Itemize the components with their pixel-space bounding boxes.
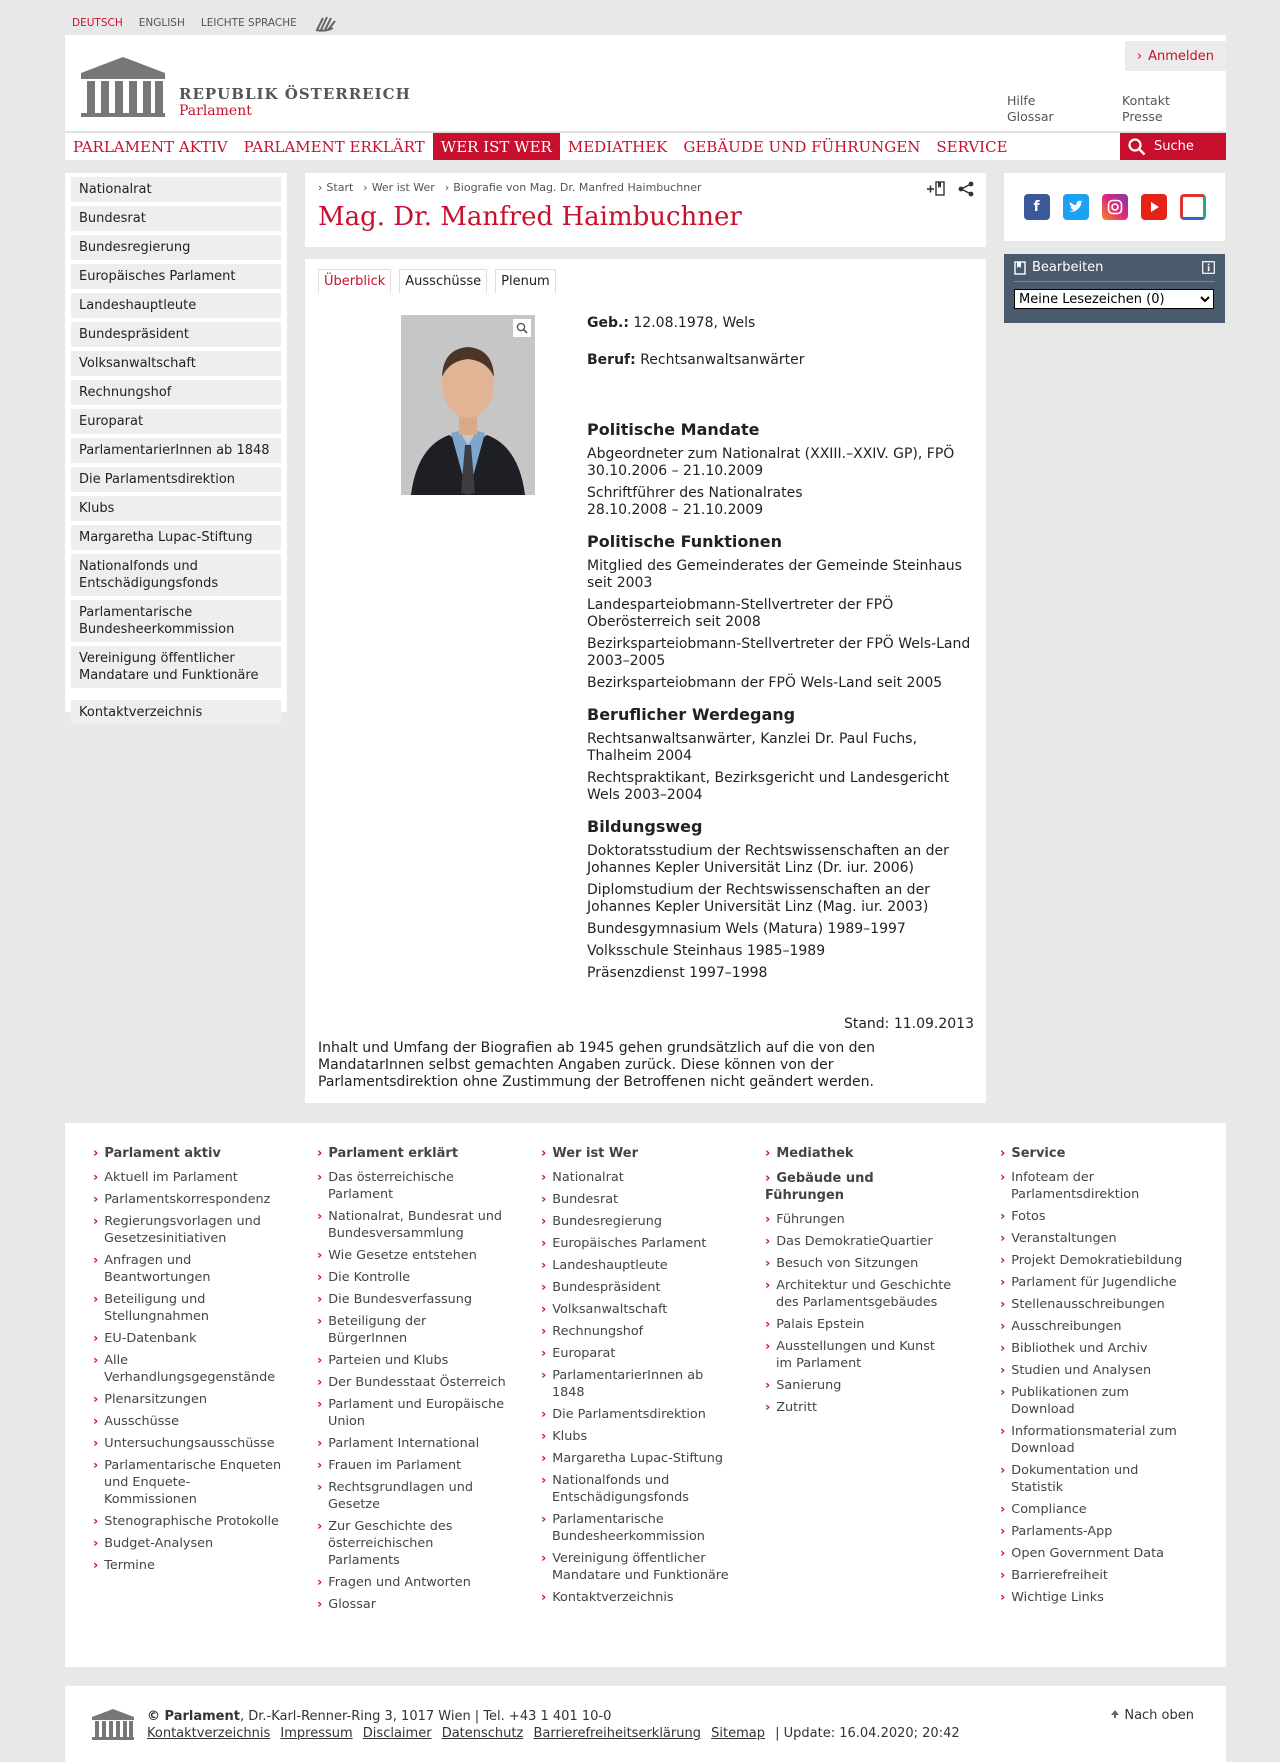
main-navigation [65, 132, 1226, 160]
birth-value: 12.08.1978, Wels [633, 315, 756, 331]
bottom-link-datenschutz[interactable]: Datenschutz [441, 1726, 524, 1741]
function-item: Landesparteiobmann-Stellvertreter der FPÖ Oberösterreich seit 2008 [587, 597, 894, 630]
footer-link[interactable]: › Bundesrat [541, 1191, 731, 1208]
footer-link[interactable]: › Rechtsgrundlagen und Gesetze [317, 1479, 507, 1513]
footer-link[interactable]: › Besuch von Sitzungen [765, 1255, 955, 1272]
footer-link[interactable]: › Regierungsvorlagen und Gesetzesinitiativen [93, 1213, 283, 1247]
page-title: Mag. Dr. Manfred Haimbuchner [318, 202, 742, 232]
logo-text [179, 85, 411, 119]
footer-link[interactable]: › Anfragen und Beantwortungen [93, 1252, 283, 1286]
bookmarks-select[interactable] [1014, 289, 1214, 309]
footer-link[interactable]: › Dokumentation und Statistik [1000, 1462, 1190, 1496]
footer-link[interactable]: › Ausschüsse [93, 1413, 283, 1430]
footer-link[interactable]: › Glossar [317, 1596, 507, 1613]
zoom-icon[interactable] [513, 319, 531, 337]
footer-link[interactable]: › ParlamentarierInnen ab 1848 [541, 1367, 731, 1401]
footer-link[interactable]: › Informationsmaterial zum Download [1000, 1423, 1190, 1457]
arrow-up-icon [1110, 1709, 1120, 1719]
footer-link[interactable]: › Parlament und Europäische Union [317, 1396, 507, 1430]
parliament-logo[interactable] [79, 55, 411, 119]
footer-link[interactable]: › Landeshauptleute [541, 1257, 731, 1274]
sidebar-item-kontaktverzeichnis[interactable]: Kontaktverzeichnis [71, 700, 281, 725]
footer-link[interactable]: › Die Bundesverfassung [317, 1291, 507, 1308]
share-icon[interactable] [958, 181, 974, 197]
footer-link[interactable]: › Bundespräsident [541, 1279, 731, 1296]
footer-link[interactable]: › Kontaktverzeichnis [541, 1589, 731, 1606]
footer-link[interactable]: › Die Parlamentsdirektion [541, 1406, 731, 1423]
footer-link[interactable]: › Zutritt [765, 1399, 955, 1416]
footer-col-parlament-erklaert [317, 1145, 507, 1618]
bottom-text [147, 1708, 960, 1742]
footer-link[interactable]: › Ausstellungen und Kunst im Parlament [765, 1338, 955, 1372]
bottom-links [147, 1725, 960, 1742]
footer-link[interactable]: › Das DemokratieQuartier [765, 1233, 955, 1250]
footer-col-service [1000, 1145, 1190, 1611]
footer-link[interactable]: › Bundesregierung [541, 1213, 731, 1230]
logo-title: REPUBLIK ÖSTERREICH [179, 85, 411, 103]
sign-language-icon[interactable] [313, 14, 339, 32]
sidebar-item-landeshauptleute[interactable]: Landeshauptleute [71, 293, 281, 318]
career-heading: Beruflicher Werdegang [587, 705, 796, 724]
footer-link[interactable]: › Margaretha Lupac-Stiftung [541, 1450, 731, 1467]
title-panel [305, 173, 986, 247]
tab-plenum[interactable]: Plenum [495, 269, 556, 293]
sidebar-item-bundesregierung[interactable]: Bundesregierung [71, 235, 281, 260]
help-link[interactable]: Hilfe [1007, 93, 1036, 108]
lang-easy-language[interactable]: LEICHTE SPRACHE [200, 17, 297, 29]
footer-heading[interactable]: › Mediathek [765, 1145, 955, 1162]
last-updated: Stand: 11.09.2013 [843, 1016, 974, 1032]
nav-service[interactable]: SERVICE [936, 137, 1008, 156]
portrait-image [401, 315, 535, 495]
bookmark-icon [1014, 261, 1026, 275]
footer-link[interactable]: › Frauen im Parlament [317, 1457, 507, 1474]
update-date: | Update: 16.04.2020; 20:42 [775, 1726, 960, 1741]
footer-link[interactable]: › Studien und Analysen [1000, 1362, 1190, 1379]
glossary-link[interactable]: Glossar [1007, 109, 1054, 124]
sidebar-item-klubs[interactable]: Klubs [71, 496, 281, 521]
parliament-building-icon [79, 55, 167, 119]
footer-link[interactable]: › Aktuell im Parlament [93, 1169, 283, 1186]
nav-gebaeude-fuehrungen[interactable]: GEBÄUDE UND FÜHRUNGEN [683, 137, 921, 156]
footer-link[interactable]: › EU-Datenbank [93, 1330, 283, 1347]
footer-link[interactable]: › Beteiligung der BürgerInnen [317, 1313, 507, 1347]
language-bar [72, 14, 339, 32]
copyright: © Parlament [147, 1709, 240, 1724]
footer-link[interactable]: › Vereinigung öffentlicher Mandatare und Funktionäre [541, 1550, 731, 1584]
nav-parlament-aktiv[interactable]: PARLAMENT AKTIV [73, 137, 228, 156]
search-label: Suche [1154, 139, 1194, 154]
info-icon[interactable] [1202, 261, 1215, 274]
career-item: Rechtsanwaltsanwärter, Kanzlei Dr. Paul Fuchs, Thalheim 2004 [587, 731, 918, 764]
login-label: Anmelden [1148, 48, 1214, 64]
footer-link[interactable]: › Parlamentarische Enqueten und Enquete-Kommissionen [93, 1457, 283, 1508]
logo-subtitle: Parlament [179, 103, 252, 119]
footer-link[interactable]: › Compliance [1000, 1501, 1190, 1518]
instagram-icon[interactable] [1102, 194, 1128, 220]
sidebar-item-bundespraesident[interactable]: Bundespräsident [71, 322, 281, 347]
bottom-bar [65, 1686, 1226, 1762]
footer-link[interactable]: › Barrierefreiheit [1000, 1567, 1190, 1584]
facebook-icon[interactable]: f [1024, 194, 1050, 220]
footer-link[interactable]: › Wichtige Links [1000, 1589, 1190, 1606]
education-item: Diplomstudium der Rechtswissenschaften an der Johannes Kepler Universität Linz (Mag. iur. 2003) [587, 882, 930, 915]
footer-link[interactable]: › Parlament für Jugendliche [1000, 1274, 1190, 1291]
header-links-help [1007, 93, 1054, 125]
footer-link[interactable]: › Bibliothek und Archiv [1000, 1340, 1190, 1357]
biography-info [587, 315, 977, 987]
header-links-contact [1122, 93, 1170, 125]
nav-mediathek[interactable]: MEDIATHEK [567, 137, 668, 156]
sidebar-item-nationalrat[interactable]: Nationalrat [71, 177, 281, 202]
education-item: Doktoratsstudium der Rechtswissenschaften an der Johannes Kepler Universität Linz (Dr. iur. 2006) [587, 843, 949, 876]
career-item: Rechtspraktikant, Bezirksgericht und Landesgericht Wels 2003–2004 [587, 770, 950, 803]
footer-col-wer-ist-wer [541, 1145, 731, 1611]
footer-link[interactable]: › Fragen und Antworten [317, 1574, 507, 1591]
function-item: Bezirksparteiobmann-Stellvertreter der FPÖ Wels-Land 2003–2005 [587, 636, 971, 669]
bottom-link-impressum[interactable]: Impressum [280, 1726, 353, 1741]
education-heading: Bildungsweg [587, 817, 703, 836]
footer-link[interactable]: › Nationalrat, Bundesrat und Bundesversammlung [317, 1208, 507, 1242]
sidebar-item-bundesrat[interactable]: Bundesrat [71, 206, 281, 231]
footer-link[interactable]: › Infoteam der Parlamentsdirektion [1000, 1169, 1190, 1203]
sidebar-item-lupac-stiftung[interactable]: Margaretha Lupac-Stiftung [71, 525, 281, 550]
footer-link[interactable]: › Parlaments-App [1000, 1523, 1190, 1540]
site-footer [65, 1123, 1226, 1667]
footer-link[interactable]: › Der Bundesstaat Österreich [317, 1374, 507, 1391]
sidebar [65, 173, 287, 720]
press-link[interactable]: Presse [1122, 109, 1163, 124]
page-tools [926, 181, 974, 197]
social-links [1004, 173, 1225, 241]
footer-link[interactable]: › Beteiligung und Stellungnahmen [93, 1291, 283, 1325]
footer-link[interactable]: › Das österreichische Parlament [317, 1169, 507, 1203]
footer-link[interactable]: › Ausschreibungen [1000, 1318, 1190, 1335]
footer-link[interactable]: › Volksanwaltschaft [541, 1301, 731, 1318]
footer-link[interactable]: › Parlamentarische Bundesheerkommission [541, 1511, 731, 1545]
footer-link[interactable]: › Projekt Demokratiebildung [1000, 1252, 1190, 1269]
footer-link[interactable]: › Parteien und Klubs [317, 1352, 507, 1369]
job-label: Beruf: [587, 352, 636, 368]
footer-link[interactable]: › Zur Geschichte des österreichischen Parlaments [317, 1518, 507, 1569]
footer-link[interactable]: › Europäisches Parlament [541, 1235, 731, 1252]
breadcrumb-wer-ist-wer[interactable]: › Wer ist Wer [363, 181, 435, 194]
back-to-top-label: Nach oben [1124, 1708, 1194, 1723]
footer-link[interactable]: › Rechnungshof [541, 1323, 731, 1340]
breadcrumb-current: › Biografie von Mag. Dr. Manfred Haimbuchner [445, 181, 702, 194]
footer-link[interactable]: › Stellenausschreibungen [1000, 1296, 1190, 1313]
footer-col-parlament-aktiv [93, 1145, 283, 1579]
mandates-text-1: 30.10.2006 – 21.10.2009 [587, 463, 764, 479]
bottom-link-disclaimer[interactable]: Disclaimer [362, 1726, 432, 1741]
footer-link[interactable]: › Veranstaltungen [1000, 1230, 1190, 1247]
footer-link[interactable]: › Untersuchungsausschüsse [93, 1435, 283, 1452]
search-icon [1128, 138, 1146, 156]
footer-link[interactable]: › Stenographische Protokolle [93, 1513, 283, 1530]
footer-heading[interactable]: › Wer ist Wer [541, 1145, 731, 1162]
disclaimer-note: Inhalt und Umfang der Biografien ab 1945 gehen grundsätzlich auf die von den MandatarInnen selbst gemachten Angaben zurück. Diese können von der Parlamentsdirektion ohne Zustimmung der Betroffenen nicht geändert werden. [318, 1040, 876, 1090]
youtube-icon[interactable] [1141, 194, 1167, 220]
sidebar-item-parlamentsdirektion[interactable]: Die Parlamentsdirektion [71, 467, 281, 492]
footer-link[interactable]: › Nationalrat [541, 1169, 731, 1186]
back-to-top-button[interactable] [1110, 1708, 1194, 1723]
contact-link[interactable]: Kontakt [1122, 93, 1170, 108]
sidebar-item-parlamentarierinnen[interactable]: ParlamentarierInnen ab 1848 [71, 438, 281, 463]
bottom-link-sitemap[interactable]: Sitemap [711, 1726, 765, 1741]
mandates-heading: Politische Mandate [587, 420, 760, 439]
biography-panel [305, 259, 986, 1103]
footer-link[interactable]: › Klubs [541, 1428, 731, 1445]
nav-wer-ist-wer[interactable]: WER IST WER [433, 133, 560, 160]
footer-col-mediathek [765, 1145, 955, 1421]
chevron-right-icon: › [1136, 48, 1143, 64]
login-button[interactable] [1125, 41, 1226, 71]
bottom-link-barrierefreiheit[interactable]: Barrierefreiheitserklärung [533, 1726, 701, 1741]
footer-heading[interactable]: › Parlament erklärt [317, 1145, 507, 1162]
mandates-text-2: Schriftführer des Nationalrates [587, 485, 803, 501]
tab-ueberblick[interactable]: Überblick [318, 269, 391, 293]
footer-link[interactable]: › Palais Epstein [765, 1316, 955, 1333]
birth-label: Geb.: [587, 315, 629, 331]
site-header [65, 35, 1226, 131]
footer-link[interactable]: › Nationalfonds und Entschädigungsfonds [541, 1472, 731, 1506]
education-item: Volksschule Steinhaus 1985–1989 [587, 943, 826, 959]
footer-link[interactable]: › Die Kontrolle [317, 1269, 507, 1286]
breadcrumb [318, 181, 973, 194]
footer-link[interactable]: › Wie Gesetze entstehen [317, 1247, 507, 1264]
footer-link[interactable]: › Alle Verhandlungsgegenstände [93, 1352, 283, 1386]
footer-link[interactable]: › Parlament International [317, 1435, 507, 1452]
footer-link[interactable]: › Fotos [1000, 1208, 1190, 1225]
sidebar-item-volksanwaltschaft[interactable]: Volksanwaltschaft [71, 351, 281, 376]
breadcrumb-start[interactable]: › Start [318, 181, 353, 194]
mandates-text-0: Abgeordneter zum Nationalrat (XXIII.–XXIV. GP), FPÖ [587, 446, 955, 462]
footer-link[interactable]: › Führungen [765, 1211, 955, 1228]
functions-heading: Politische Funktionen [587, 532, 782, 551]
bookmarks-title: Bearbeiten [1032, 260, 1104, 275]
footer-link[interactable]: › Termine [93, 1557, 283, 1574]
footer-link[interactable]: › Plenarsitzungen [93, 1391, 283, 1408]
footer-link[interactable]: › Sanierung [765, 1377, 955, 1394]
tab-ausschuesse[interactable]: Ausschüsse [399, 269, 487, 293]
footer-link[interactable]: › Architektur und Geschichte des Parlamentsgebäudes [765, 1277, 955, 1311]
sidebar-item-bundesheerkommission[interactable]: Parlamentarische Bundesheerkommission [71, 600, 281, 642]
footer-heading[interactable]: › Service [1000, 1145, 1190, 1162]
bookmark-add-icon[interactable] [926, 181, 946, 197]
job-value: Rechtsanwaltsanwärter [640, 352, 805, 368]
job-row [587, 352, 977, 369]
address: , Dr.-Karl-Renner-Ring 3, 1017 Wien | Tel. +43 1 401 10-0 [239, 1709, 612, 1724]
bookmarks-header [1014, 260, 1215, 282]
footer-link[interactable]: › Europarat [541, 1345, 731, 1362]
footer-link[interactable]: › Publikationen zum Download [1000, 1384, 1190, 1418]
parliament-app-icon[interactable] [1180, 194, 1206, 220]
footer-link[interactable]: › Budget-Analysen [93, 1535, 283, 1552]
nav-parlament-erklaert[interactable]: PARLAMENT ERKLÄRT [243, 137, 425, 156]
function-item: Bezirksparteiobmann der FPÖ Wels-Land seit 2005 [587, 675, 943, 691]
footer-link[interactable]: › Open Government Data [1000, 1545, 1190, 1562]
footer-heading[interactable]: › Parlament aktiv [93, 1145, 283, 1162]
footer-link[interactable]: › Parlamentskorrespondenz [93, 1191, 283, 1208]
sidebar-item-nationalfonds[interactable]: Nationalfonds und Entschädigungsfonds [71, 554, 281, 596]
bookmarks-panel [1004, 254, 1225, 323]
birth-row [587, 315, 977, 332]
mandates-text-3: 28.10.2008 – 21.10.2009 [587, 502, 764, 518]
function-item: Mitglied des Gemeinderates der Gemeinde Steinhaus seit 2003 [587, 558, 962, 591]
tab-bar [318, 269, 973, 293]
twitter-icon[interactable] [1063, 194, 1089, 220]
education-item: Bundesgymnasium Wels (Matura) 1989–1997 [587, 921, 906, 937]
portrait-photo[interactable] [401, 315, 535, 495]
education-item: Präsenzdienst 1997–1998 [587, 965, 768, 981]
bottom-link-kontaktverzeichnis[interactable]: Kontaktverzeichnis [147, 1726, 271, 1741]
lang-english[interactable]: ENGLISH [138, 17, 185, 29]
search-button[interactable] [1120, 133, 1226, 160]
lang-deutsch[interactable]: DEUTSCH [72, 17, 123, 29]
sidebar-item-vereinigung[interactable]: Vereinigung öffentlicher Mandatare und Funktionäre [71, 646, 281, 688]
sidebar-item-rechnungshof[interactable]: Rechnungshof [71, 380, 281, 405]
footer-heading[interactable]: › Gebäude und Führungen [765, 1170, 955, 1204]
parliament-building-icon [91, 1708, 135, 1740]
sidebar-item-europarat[interactable]: Europarat [71, 409, 281, 434]
sidebar-item-europaeisches-parlament[interactable]: Europäisches Parlament [71, 264, 281, 289]
